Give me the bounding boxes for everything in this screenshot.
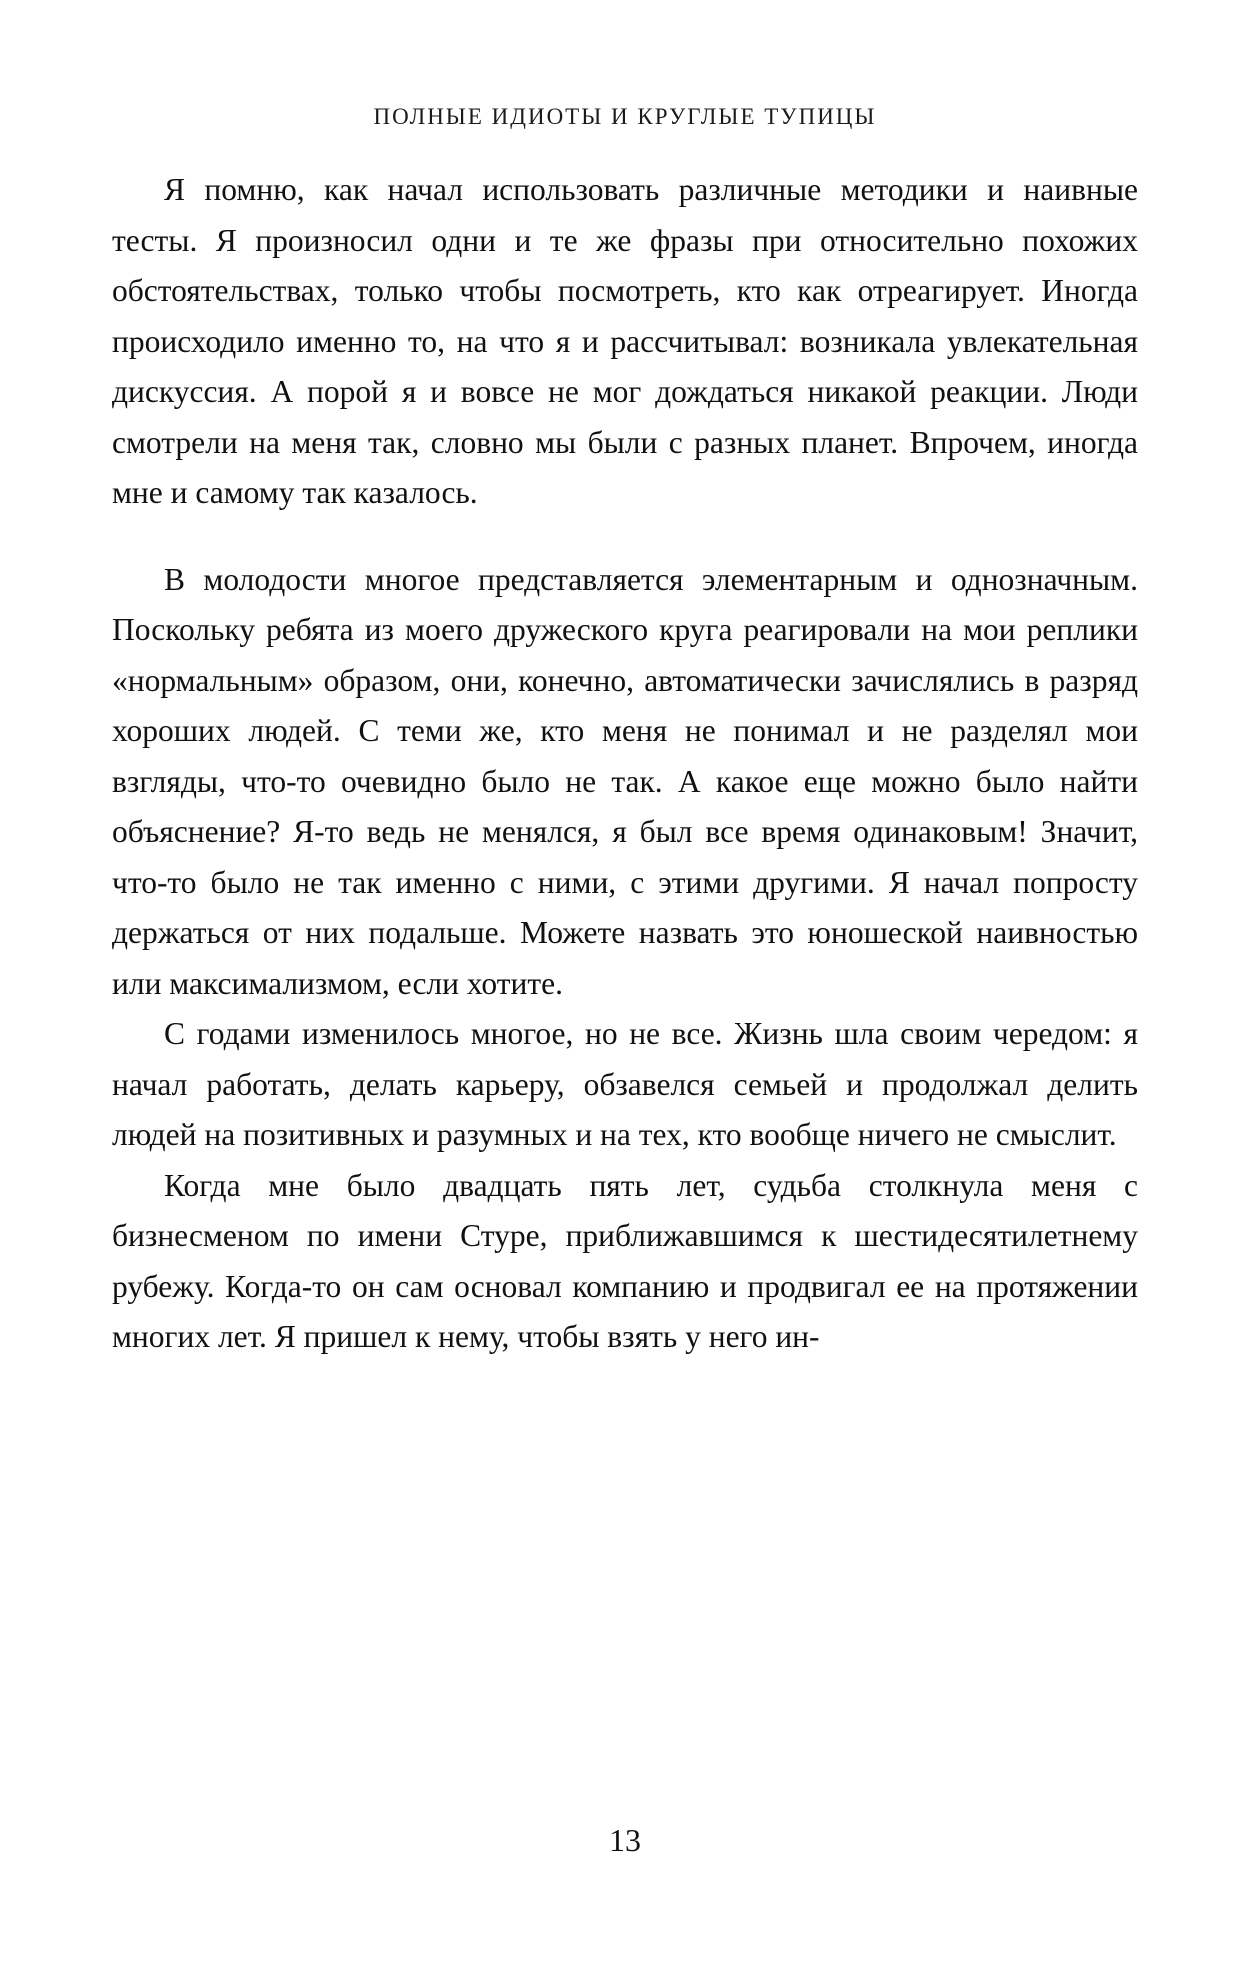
page-number: 13 bbox=[609, 1822, 641, 1858]
paragraph: Когда мне было двадцать пять лет, судьба столкнула меня с бизнесменом по имени Стуре, приближавшимся к шестидесятилетнему рубежу. Когда-то он сам основал компанию и продвигал ее на протяжении многих лет. Я пришел к нему, чтобы взять у него ин- bbox=[112, 1167, 1138, 1354]
running-head: ПОЛНЫЕ ИДИОТЫ И КРУГЛЫЕ ТУПИЦЫ bbox=[373, 104, 877, 129]
paragraph: Я помню, как начал использовать различные методики и наивные тесты. Я произносил одни и те же фразы при относительно похожих обстоятельствах, только чтобы посмотреть, кто как отреагирует. Иногда происходило именно то, на что я и рассчитывал: возникала увлекательная дискуссия. А порой я и вовсе не мог дождаться никакой реакции. Люди смотрели на меня так, словно мы были с разных планет. Впрочем, иногда мне и самому так казалось. bbox=[112, 172, 1138, 510]
paragraph: В молодости многое представляется элементарным и однозначным. Поскольку ребята из моего дружеского круга реагировали на мои реплики «нормальным» образом, они, конечно, автоматически зачислялись в разряд хороших людей. С теми же, кто меня не понимал и не разделял мои взгляды, что-то очевидно было не так. А какое еще можно было найти объяснение? Я-то ведь не менялся, я был все время одинаковым! Значит, что-то было не так именно с ними, с этими другими. Я начал попросту держаться от них подальше. Можете назвать это юношеской наивностью или максимализмом, если хотите. bbox=[112, 561, 1138, 1001]
body-text bbox=[112, 165, 1138, 1363]
paragraph: С годами изменилось многое, но не все. Жизнь шла своим чередом: я начал работать, делать карьеру, обзавелся семьей и продолжал делить людей на позитивных и разумных и на тех, кто вообще ничего не смыслит. bbox=[112, 1016, 1138, 1152]
